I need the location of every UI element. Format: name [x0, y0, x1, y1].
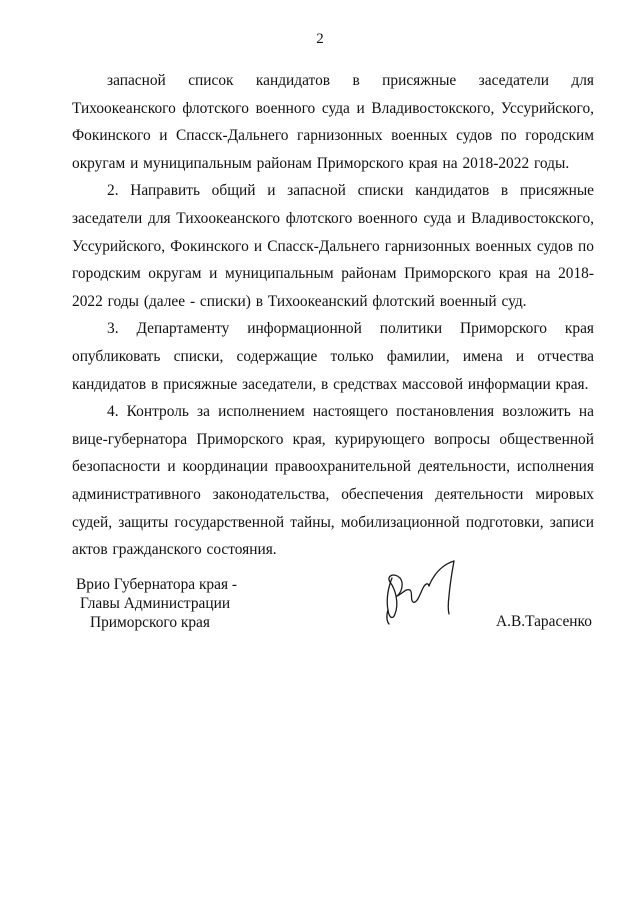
signer-name: А.В.Тарасенко	[496, 613, 592, 630]
paragraph-continuation: запасной список кандидатов в присяжные заседатели для Тихоокеанского флотского военного суда и Владивостокского, Уссурийского, Фокинского и Спасск-Дальнего гарнизонных военных судов по городским округам и муниципальным районам Приморского края на 2018-2022 годы.	[72, 72, 594, 172]
signatory-title-line-3: Приморского края	[90, 614, 210, 631]
page-number: 2	[316, 31, 324, 47]
document-body	[72, 67, 594, 564]
paragraph-3: 3. Департаменту информационной политики Приморского края опубликовать списки, содержащие только фамилии, имена и отчества кандидатов в присяжные заседатели, в средствах массовой информации края.	[72, 320, 594, 393]
paragraph-4: 4. Контроль за исполнением настоящего постановления возложить на вице-губернатора Приморского края, курирующего вопросы общественной безопасности и координации правоохранительной деятельности, исполнения административного законодательства, обеспечения деятельности мировых судей, защиты государственной тайны, мобилизационной подготовки, записи актов гражданского состояния.	[72, 403, 594, 559]
paragraph-2: 2. Направить общий и запасной списки кандидатов в присяжные заседатели для Тихоокеанского флотского военного суда и Владивостокского, Уссурийского, Фокинского и Спасск-Дальнего гарнизонных военных судов по городским округам и муниципальным районам Приморского края на 2018-2022 годы (далее - списки) в Тихоокеанский флотский военный суд.	[72, 182, 594, 310]
signatory-title-line-2: Главы Администрации	[80, 595, 231, 612]
signatory-title-block	[72, 575, 237, 632]
signatory-title-line-1: Врио Губернатора края -	[76, 576, 238, 593]
handwritten-signature	[366, 548, 468, 626]
